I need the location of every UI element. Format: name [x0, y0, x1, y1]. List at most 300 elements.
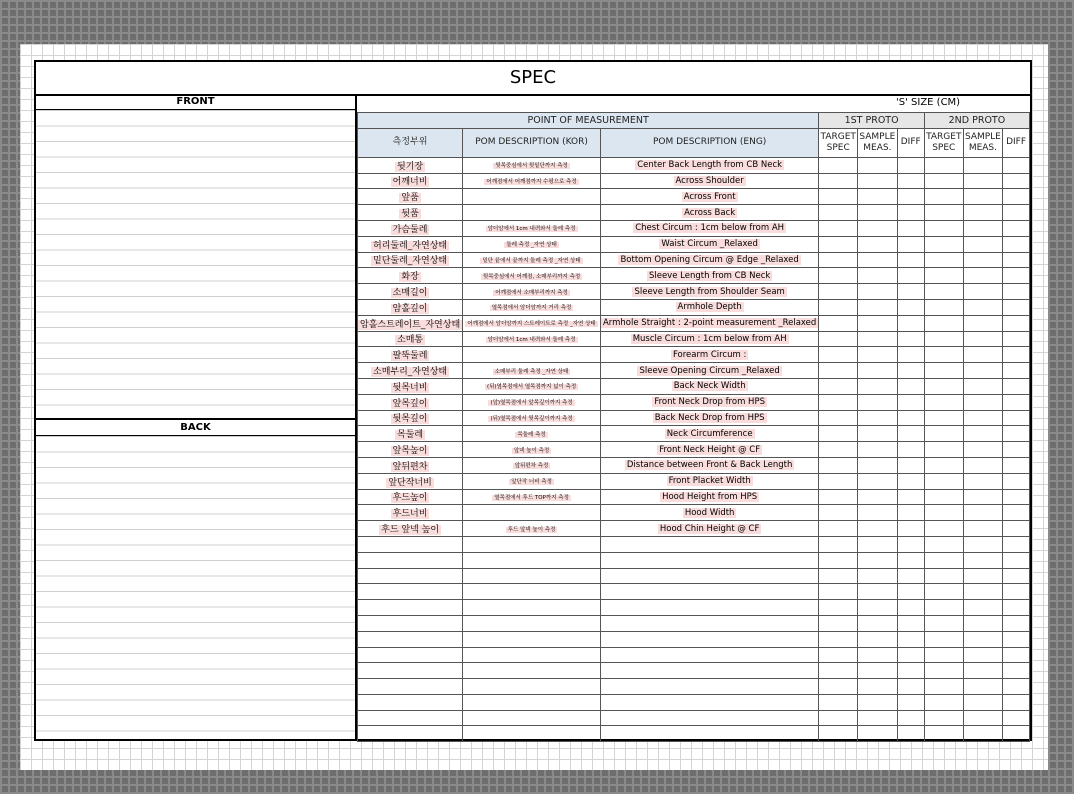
measurement-cell[interactable]: [897, 189, 924, 205]
measurement-cell[interactable]: [858, 220, 897, 236]
measurement-cell[interactable]: [858, 284, 897, 300]
measurement-cell[interactable]: [819, 252, 858, 268]
empty-cell[interactable]: [600, 726, 818, 742]
measurement-cell[interactable]: [963, 378, 1002, 394]
empty-cell[interactable]: [924, 726, 963, 742]
empty-cell[interactable]: [358, 631, 463, 647]
measurement-cell[interactable]: [924, 442, 963, 458]
empty-cell[interactable]: [463, 600, 601, 616]
empty-cell[interactable]: [1003, 536, 1030, 552]
empty-cell[interactable]: [858, 584, 897, 600]
empty-cell[interactable]: [1003, 710, 1030, 726]
measurement-cell[interactable]: [924, 157, 963, 173]
measurement-cell[interactable]: [858, 457, 897, 473]
empty-cell[interactable]: [358, 600, 463, 616]
empty-cell[interactable]: [600, 631, 818, 647]
empty-cell[interactable]: [858, 694, 897, 710]
measurement-cell[interactable]: [924, 189, 963, 205]
measurement-cell[interactable]: [1003, 252, 1030, 268]
measurement-cell[interactable]: [858, 521, 897, 537]
empty-cell[interactable]: [897, 647, 924, 663]
measurement-cell[interactable]: [963, 394, 1002, 410]
measurement-cell[interactable]: [897, 442, 924, 458]
measurement-cell[interactable]: [858, 268, 897, 284]
measurement-cell[interactable]: [963, 331, 1002, 347]
empty-cell[interactable]: [463, 631, 601, 647]
pom-kr-label: 앞뒤편차: [392, 461, 428, 472]
empty-cell[interactable]: [963, 568, 1002, 584]
empty-cell[interactable]: [1003, 552, 1030, 568]
empty-cell[interactable]: [1003, 726, 1030, 742]
empty-cell[interactable]: [858, 536, 897, 552]
empty-cell[interactable]: [924, 615, 963, 631]
empty-cell[interactable]: [963, 552, 1002, 568]
measurement-cell[interactable]: [897, 173, 924, 189]
measurement-cell[interactable]: [819, 284, 858, 300]
empty-cell[interactable]: [1003, 615, 1030, 631]
measurement-cell[interactable]: [858, 315, 897, 331]
empty-cell[interactable]: [858, 663, 897, 679]
pom-desc-en-text: Sleeve Opening Circum _Relaxed: [639, 365, 780, 376]
empty-cell[interactable]: [358, 584, 463, 600]
measurement-cell[interactable]: [963, 489, 1002, 505]
pom-desc-kr-cell: [463, 521, 601, 537]
measurement-cell[interactable]: [897, 473, 924, 489]
empty-cell[interactable]: [924, 663, 963, 679]
pom-desc-en-cell: [600, 157, 818, 173]
measurement-cell[interactable]: [924, 236, 963, 252]
measurement-cell[interactable]: [819, 505, 858, 521]
measurement-cell[interactable]: [1003, 457, 1030, 473]
pom-header: POINT OF MEASUREMENT: [358, 113, 819, 129]
empty-cell[interactable]: [858, 568, 897, 584]
table-row: [358, 457, 1030, 473]
pom-desc-kr-cell: [463, 315, 601, 331]
measurement-cell[interactable]: [924, 331, 963, 347]
measurement-cell[interactable]: [819, 268, 858, 284]
measurement-cell[interactable]: [897, 299, 924, 315]
measurement-cell[interactable]: [1003, 363, 1030, 379]
measurement-cell[interactable]: [924, 394, 963, 410]
empty-cell[interactable]: [897, 663, 924, 679]
empty-cell[interactable]: [358, 536, 463, 552]
measurement-cell[interactable]: [897, 521, 924, 537]
empty-cell[interactable]: [897, 710, 924, 726]
measurement-cell[interactable]: [819, 331, 858, 347]
measurement-cell[interactable]: [858, 394, 897, 410]
empty-cell[interactable]: [924, 679, 963, 695]
pom-desc-en-text: Across Shoulder: [675, 175, 744, 186]
empty-cell[interactable]: [924, 552, 963, 568]
measurement-cell[interactable]: [897, 284, 924, 300]
measurement-cell[interactable]: [897, 268, 924, 284]
empty-cell[interactable]: [600, 710, 818, 726]
measurement-cell[interactable]: [963, 236, 1002, 252]
measurement-cell[interactable]: [963, 268, 1002, 284]
pom-desc-kr-cell: [463, 442, 601, 458]
empty-cell[interactable]: [463, 726, 601, 742]
empty-cell[interactable]: [819, 710, 858, 726]
measurement-cell[interactable]: [897, 157, 924, 173]
measurement-cell[interactable]: [924, 252, 963, 268]
empty-cell[interactable]: [463, 710, 601, 726]
empty-cell[interactable]: [819, 679, 858, 695]
measurement-cell[interactable]: [858, 426, 897, 442]
table-row: [358, 157, 1030, 173]
measurement-cell[interactable]: [858, 378, 897, 394]
measurement-cell[interactable]: [897, 410, 924, 426]
measurement-cell[interactable]: [819, 457, 858, 473]
empty-cell[interactable]: [819, 600, 858, 616]
empty-cell[interactable]: [358, 679, 463, 695]
empty-cell[interactable]: [358, 552, 463, 568]
empty-cell[interactable]: [1003, 679, 1030, 695]
pom-kr-cell: [358, 426, 463, 442]
empty-cell[interactable]: [463, 584, 601, 600]
empty-cell[interactable]: [1003, 694, 1030, 710]
empty-cell[interactable]: [858, 615, 897, 631]
measurement-cell[interactable]: [924, 378, 963, 394]
measurement-cell[interactable]: [1003, 521, 1030, 537]
empty-cell[interactable]: [858, 679, 897, 695]
measurement-cell[interactable]: [1003, 220, 1030, 236]
measurement-cell[interactable]: [1003, 426, 1030, 442]
empty-cell[interactable]: [963, 536, 1002, 552]
empty-cell[interactable]: [600, 536, 818, 552]
measurement-cell[interactable]: [963, 299, 1002, 315]
table-row: [358, 442, 1030, 458]
empty-cell[interactable]: [358, 568, 463, 584]
pom-desc-en-text: Back Neck Width: [673, 381, 746, 392]
measurement-cell[interactable]: [819, 410, 858, 426]
empty-cell[interactable]: [358, 663, 463, 679]
measurement-cell[interactable]: [858, 489, 897, 505]
front-sketch-area[interactable]: [36, 110, 355, 418]
pom-kr-label: 팔뚝둘레: [392, 351, 428, 362]
pom-desc-kr-text: 어깨점에서 암더암까지 스트레이트로 측정 _자연 상태: [467, 321, 596, 328]
measurement-cell[interactable]: [897, 236, 924, 252]
measurement-cell[interactable]: [819, 236, 858, 252]
measurement-cell[interactable]: [819, 315, 858, 331]
measurement-cell[interactable]: [858, 157, 897, 173]
empty-cell[interactable]: [819, 631, 858, 647]
measurement-cell[interactable]: [819, 426, 858, 442]
pom-desc-en-cell: [600, 284, 818, 300]
measurement-cell[interactable]: [819, 473, 858, 489]
empty-cell[interactable]: [897, 694, 924, 710]
empty-cell[interactable]: [897, 726, 924, 742]
empty-cell[interactable]: [963, 694, 1002, 710]
measurement-cell[interactable]: [819, 521, 858, 537]
measurement-cell[interactable]: [963, 442, 1002, 458]
empty-cell[interactable]: [1003, 631, 1030, 647]
measurement-cell[interactable]: [924, 521, 963, 537]
measurement-cell[interactable]: [963, 521, 1002, 537]
measurement-cell[interactable]: [924, 363, 963, 379]
empty-cell[interactable]: [924, 631, 963, 647]
empty-cell[interactable]: [1003, 584, 1030, 600]
empty-cell[interactable]: [858, 710, 897, 726]
empty-cell[interactable]: [924, 568, 963, 584]
pom-desc-kr-text: 암더암에서 1cm 내려와서 둘레 측정: [487, 336, 576, 343]
pom-desc-en-cell: [600, 315, 818, 331]
empty-cell[interactable]: [463, 552, 601, 568]
empty-cell[interactable]: [358, 694, 463, 710]
empty-cell[interactable]: [897, 536, 924, 552]
empty-cell[interactable]: [600, 694, 818, 710]
empty-cell[interactable]: [963, 600, 1002, 616]
empty-cell[interactable]: [858, 552, 897, 568]
measurement-cell[interactable]: [924, 410, 963, 426]
measurement-cell[interactable]: [858, 252, 897, 268]
measurement-cell[interactable]: [858, 189, 897, 205]
measurement-cell[interactable]: [819, 394, 858, 410]
measurement-cell[interactable]: [1003, 489, 1030, 505]
empty-cell[interactable]: [358, 647, 463, 663]
measurement-cell[interactable]: [924, 284, 963, 300]
pom-kr-cell: [358, 505, 463, 521]
empty-cell[interactable]: [819, 615, 858, 631]
measurement-cell[interactable]: [819, 378, 858, 394]
empty-cell[interactable]: [463, 615, 601, 631]
empty-cell[interactable]: [1003, 663, 1030, 679]
measurement-cell[interactable]: [1003, 331, 1030, 347]
measurement-cell[interactable]: [1003, 268, 1030, 284]
empty-cell[interactable]: [1003, 568, 1030, 584]
empty-cell[interactable]: [924, 584, 963, 600]
measurement-cell[interactable]: [819, 489, 858, 505]
measurement-cell[interactable]: [897, 505, 924, 521]
empty-cell[interactable]: [1003, 647, 1030, 663]
measurement-cell[interactable]: [963, 457, 1002, 473]
measurement-cell[interactable]: [819, 347, 858, 363]
measurement-cell[interactable]: [897, 378, 924, 394]
empty-table-row: [358, 600, 1030, 616]
empty-cell[interactable]: [858, 631, 897, 647]
measurement-cell[interactable]: [858, 442, 897, 458]
measurement-cell[interactable]: [897, 252, 924, 268]
measurement-cell[interactable]: [963, 315, 1002, 331]
measurement-cell[interactable]: [1003, 378, 1030, 394]
empty-cell[interactable]: [963, 584, 1002, 600]
empty-cell[interactable]: [963, 710, 1002, 726]
measurement-cell[interactable]: [1003, 299, 1030, 315]
pom-kr-label: 뒷품: [401, 209, 419, 220]
empty-cell[interactable]: [897, 679, 924, 695]
table-row: [358, 236, 1030, 252]
measurement-cell[interactable]: [897, 331, 924, 347]
empty-cell[interactable]: [924, 694, 963, 710]
empty-cell[interactable]: [600, 552, 818, 568]
empty-cell[interactable]: [924, 600, 963, 616]
measurement-cell[interactable]: [963, 426, 1002, 442]
empty-cell[interactable]: [963, 663, 1002, 679]
empty-cell[interactable]: [897, 615, 924, 631]
empty-cell[interactable]: [600, 647, 818, 663]
measurement-cell[interactable]: [858, 299, 897, 315]
empty-cell[interactable]: [463, 647, 601, 663]
measurement-cell[interactable]: [819, 363, 858, 379]
measurement-cell[interactable]: [819, 299, 858, 315]
pom-desc-en-text: Across Back: [684, 207, 736, 218]
measurement-cell[interactable]: [924, 426, 963, 442]
table-row: [358, 331, 1030, 347]
empty-cell[interactable]: [600, 679, 818, 695]
measurement-cell[interactable]: [1003, 284, 1030, 300]
empty-cell[interactable]: [819, 552, 858, 568]
measurement-cell[interactable]: [963, 347, 1002, 363]
measurement-cell[interactable]: [858, 347, 897, 363]
pom-kr-label: 허리둘레_자연상태: [373, 240, 448, 251]
measurement-cell[interactable]: [858, 363, 897, 379]
table-row: [358, 426, 1030, 442]
empty-cell[interactable]: [819, 584, 858, 600]
empty-cell[interactable]: [897, 631, 924, 647]
measurement-cell[interactable]: [963, 157, 1002, 173]
measurement-cell[interactable]: [924, 473, 963, 489]
empty-cell[interactable]: [463, 568, 601, 584]
empty-cell[interactable]: [819, 568, 858, 584]
empty-cell[interactable]: [963, 679, 1002, 695]
empty-cell[interactable]: [963, 647, 1002, 663]
empty-table-row: [358, 710, 1030, 726]
empty-cell[interactable]: [600, 584, 818, 600]
measurement-cell[interactable]: [963, 363, 1002, 379]
pom-kr-label: 앞단작너비: [388, 477, 432, 488]
empty-cell[interactable]: [463, 663, 601, 679]
measurement-cell[interactable]: [819, 157, 858, 173]
empty-cell[interactable]: [463, 679, 601, 695]
measurement-cell[interactable]: [858, 473, 897, 489]
measurement-cell[interactable]: [924, 505, 963, 521]
empty-cell[interactable]: [858, 726, 897, 742]
empty-table-row: [358, 536, 1030, 552]
empty-table-row: [358, 694, 1030, 710]
empty-cell[interactable]: [858, 647, 897, 663]
measurement-cell[interactable]: [924, 457, 963, 473]
measurement-cell[interactable]: [897, 457, 924, 473]
pom-desc-kr-text: 목둘레 측정: [517, 431, 546, 438]
measurement-cell[interactable]: [858, 173, 897, 189]
measurement-cell[interactable]: [897, 347, 924, 363]
pom-desc-en-cell: [600, 173, 818, 189]
measurement-cell[interactable]: [819, 220, 858, 236]
measurement-cell[interactable]: [1003, 315, 1030, 331]
empty-cell[interactable]: [897, 600, 924, 616]
measurement-cell[interactable]: [1003, 189, 1030, 205]
measurement-cell[interactable]: [924, 315, 963, 331]
measurement-cell[interactable]: [1003, 347, 1030, 363]
empty-cell[interactable]: [819, 663, 858, 679]
empty-cell[interactable]: [600, 600, 818, 616]
empty-cell[interactable]: [897, 584, 924, 600]
empty-cell[interactable]: [358, 710, 463, 726]
empty-cell[interactable]: [600, 663, 818, 679]
empty-cell[interactable]: [358, 615, 463, 631]
empty-cell[interactable]: [819, 647, 858, 663]
empty-cell[interactable]: [819, 536, 858, 552]
empty-cell[interactable]: [897, 568, 924, 584]
empty-cell[interactable]: [963, 726, 1002, 742]
measurement-cell[interactable]: [858, 410, 897, 426]
empty-cell[interactable]: [858, 600, 897, 616]
measurement-cell[interactable]: [924, 489, 963, 505]
pom-desc-en-cell: [600, 347, 818, 363]
empty-cell[interactable]: [1003, 600, 1030, 616]
back-sketch-area[interactable]: [36, 436, 355, 741]
measurement-cell[interactable]: [858, 331, 897, 347]
empty-cell[interactable]: [600, 568, 818, 584]
measurement-cell[interactable]: [963, 220, 1002, 236]
measurement-cell[interactable]: [924, 299, 963, 315]
measurement-cell[interactable]: [924, 268, 963, 284]
measurement-cell[interactable]: [1003, 410, 1030, 426]
measurement-cell[interactable]: [897, 426, 924, 442]
measurement-cell[interactable]: [963, 410, 1002, 426]
measurement-cell[interactable]: [897, 489, 924, 505]
measurement-cell[interactable]: [819, 173, 858, 189]
pom-desc-kr-cell: [463, 410, 601, 426]
proto1-header: 1ST PROTO: [819, 113, 925, 129]
measurement-cell[interactable]: [897, 220, 924, 236]
measurement-cell[interactable]: [963, 205, 1002, 221]
pom-kr-label: 어깨너비: [392, 177, 428, 188]
measurement-cell[interactable]: [963, 189, 1002, 205]
measurement-cell[interactable]: [897, 363, 924, 379]
measurement-cell[interactable]: [963, 505, 1002, 521]
measurement-cell[interactable]: [819, 442, 858, 458]
empty-cell[interactable]: [897, 552, 924, 568]
measurement-cell[interactable]: [963, 173, 1002, 189]
measurement-cell[interactable]: [1003, 173, 1030, 189]
empty-cell[interactable]: [963, 631, 1002, 647]
empty-cell[interactable]: [924, 647, 963, 663]
empty-cell[interactable]: [924, 710, 963, 726]
measurement-cell[interactable]: [1003, 157, 1030, 173]
measurement-cell[interactable]: [924, 173, 963, 189]
empty-cell[interactable]: [819, 694, 858, 710]
measurement-cell[interactable]: [1003, 205, 1030, 221]
empty-cell[interactable]: [358, 726, 463, 742]
measurement-cell[interactable]: [1003, 505, 1030, 521]
measurement-cell[interactable]: [1003, 442, 1030, 458]
measurement-cell[interactable]: [897, 394, 924, 410]
empty-cell[interactable]: [819, 726, 858, 742]
measurement-cell[interactable]: [858, 505, 897, 521]
measurement-cell[interactable]: [819, 189, 858, 205]
empty-cell[interactable]: [463, 694, 601, 710]
measurement-cell[interactable]: [963, 284, 1002, 300]
empty-cell[interactable]: [924, 536, 963, 552]
measurement-cell[interactable]: [963, 252, 1002, 268]
empty-cell[interactable]: [963, 615, 1002, 631]
measurement-cell[interactable]: [858, 205, 897, 221]
measurement-cell[interactable]: [1003, 394, 1030, 410]
measurement-cell[interactable]: [963, 473, 1002, 489]
measurement-cell[interactable]: [1003, 473, 1030, 489]
measurement-cell[interactable]: [897, 315, 924, 331]
measurement-cell[interactable]: [1003, 236, 1030, 252]
empty-cell[interactable]: [600, 615, 818, 631]
measurement-cell[interactable]: [858, 236, 897, 252]
measurement-cell[interactable]: [924, 220, 963, 236]
measurement-cell[interactable]: [819, 205, 858, 221]
pom-desc-kr-cell: [463, 505, 601, 521]
measurement-cell[interactable]: [897, 205, 924, 221]
measurement-cell[interactable]: [924, 347, 963, 363]
measurement-cell[interactable]: [924, 205, 963, 221]
empty-cell[interactable]: [463, 536, 601, 552]
